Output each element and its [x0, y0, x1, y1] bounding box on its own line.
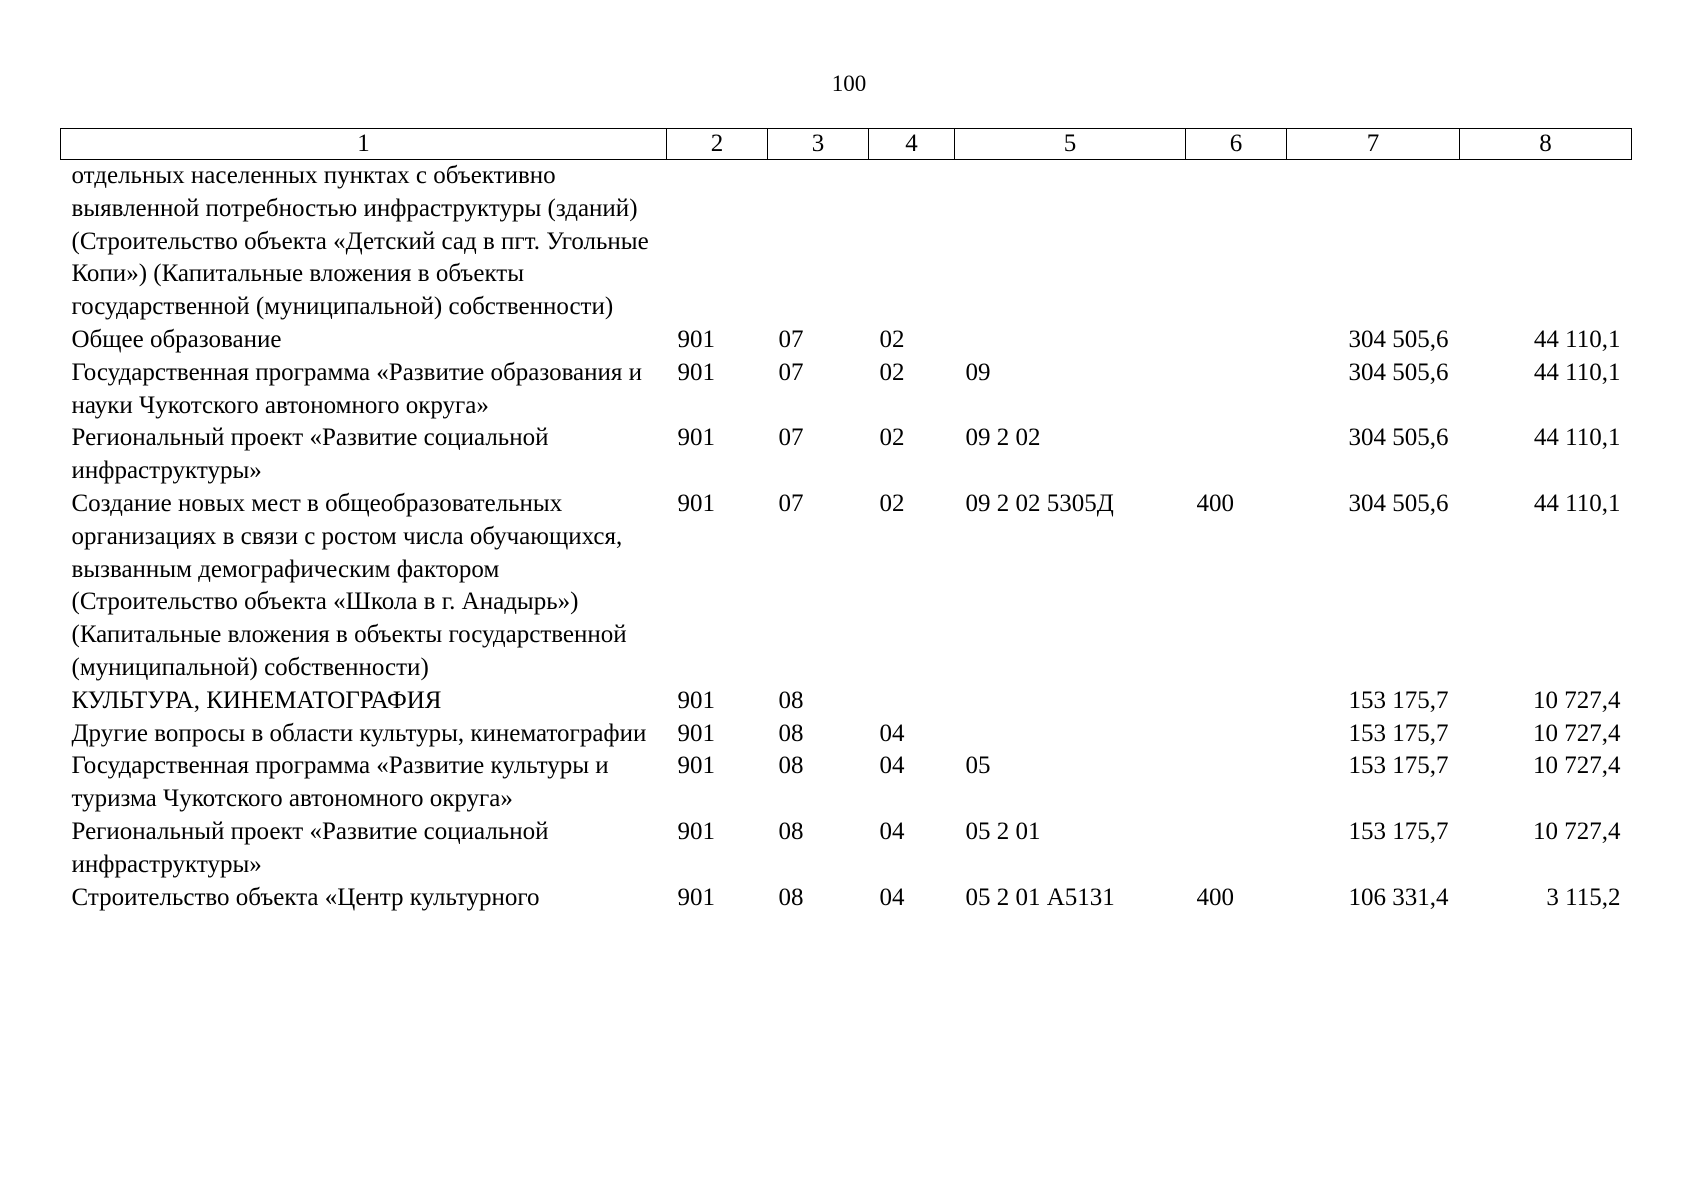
- expense-type-cell: 400: [1196, 883, 1234, 911]
- target-code-cell: [955, 685, 1186, 718]
- page-number: 100: [831, 71, 867, 96]
- subsection-code-cell: 04: [879, 883, 905, 911]
- admin-code-cell: 901: [677, 358, 715, 386]
- table-row: [61, 718, 1632, 751]
- section-code-cell: 07: [778, 489, 804, 517]
- expense-type-cell: 400: [1196, 489, 1234, 517]
- row-name-cell: КУЛЬТУРА, КИНЕМАТОГРАФИЯ: [71, 686, 442, 714]
- row-name-cell: Строительство объекта «Центр культурного: [71, 883, 540, 911]
- subsection-code-cell: 02: [879, 424, 905, 452]
- column-header-5: 5: [955, 129, 1186, 160]
- section-code-cell: 08: [778, 752, 804, 780]
- amount-col8-cell: 44 110,1: [1533, 424, 1621, 452]
- subsection-code-cell: 04: [879, 719, 905, 747]
- budget-table: [60, 128, 1632, 914]
- subsection-code-cell: [869, 160, 955, 324]
- expense-type-cell: [1186, 324, 1287, 357]
- section-code-cell: [768, 160, 869, 324]
- row-name-cell: Другие вопросы в области культуры, кинематографии: [71, 719, 647, 747]
- column-header-1: 1: [61, 129, 667, 160]
- target-code-cell: [955, 718, 1186, 751]
- section-code-cell: 08: [778, 883, 804, 911]
- target-code-cell: [955, 160, 1186, 324]
- admin-code-cell: [667, 160, 768, 324]
- row-name-cell: Общее образование: [71, 325, 282, 353]
- column-header-3: 3: [768, 129, 869, 160]
- expense-type-cell: [1186, 160, 1287, 324]
- row-name-cell: Региональный проект «Развитие социальной инфраструктуры»: [71, 817, 549, 878]
- row-name-cell: отдельных населенных пунктах с объективно выявленной потребностью инфраструктуры (зданий) (Строительство объекта «Детский сад в пгт. Угольные Копи») (Капитальные вложения в объекты государственной (муниципальной) собственности): [71, 162, 649, 321]
- row-name-cell: Региональный проект «Развитие социальной инфраструктуры»: [71, 424, 549, 485]
- subsection-code-cell: 02: [879, 489, 905, 517]
- admin-code-cell: 901: [677, 424, 715, 452]
- row-name-cell: Государственная программа «Развитие культуры и туризма Чукотского автономного округа»: [71, 752, 609, 813]
- amount-col8-cell: 10 727,4: [1533, 752, 1621, 780]
- amount-col8-cell: 10 727,4: [1533, 686, 1621, 714]
- table-row: [61, 685, 1632, 718]
- column-header-7: 7: [1287, 129, 1460, 160]
- target-code-cell: 09: [965, 358, 991, 386]
- expense-type-cell: [1186, 685, 1287, 718]
- column-header-2: 2: [667, 129, 768, 160]
- subsection-code-cell: 02: [879, 325, 905, 353]
- subsection-code-cell: 04: [879, 752, 905, 780]
- admin-code-cell: 901: [677, 752, 715, 780]
- amount-col7-cell: 304 505,6: [1348, 424, 1449, 452]
- section-code-cell: 08: [778, 686, 804, 714]
- amount-col8-cell: 44 110,1: [1533, 358, 1621, 386]
- amount-col8-cell: 44 110,1: [1533, 325, 1621, 353]
- amount-col7-cell: 153 175,7: [1348, 752, 1449, 780]
- table-row: [61, 324, 1632, 357]
- amount-col7-cell: 153 175,7: [1348, 719, 1449, 747]
- section-code-cell: 07: [778, 325, 804, 353]
- table-row: [61, 488, 1632, 685]
- amount-col7-cell: 153 175,7: [1348, 817, 1449, 845]
- target-code-cell: 05 2 01 А5131: [965, 883, 1115, 911]
- column-header-6: 6: [1186, 129, 1287, 160]
- expense-type-cell: [1186, 718, 1287, 751]
- subsection-code-cell: 04: [879, 817, 905, 845]
- amount-col7-cell: 304 505,6: [1348, 358, 1449, 386]
- target-code-cell: 05: [965, 752, 991, 780]
- amount-col7-cell: [1287, 160, 1460, 324]
- admin-code-cell: 901: [677, 719, 715, 747]
- subsection-code-cell: [869, 685, 955, 718]
- section-code-cell: 08: [778, 817, 804, 845]
- section-code-cell: 08: [778, 719, 804, 747]
- table-row: [61, 816, 1632, 882]
- subsection-code-cell: 02: [879, 358, 905, 386]
- table-header-row: [61, 129, 1632, 160]
- amount-col7-cell: 106 331,4: [1348, 883, 1449, 911]
- expense-type-cell: [1186, 357, 1287, 423]
- target-code-cell: 09 2 02: [965, 424, 1041, 452]
- table-row: [61, 422, 1632, 488]
- expense-type-cell: [1186, 816, 1287, 882]
- target-code-cell: [955, 324, 1186, 357]
- amount-col8-cell: 44 110,1: [1533, 489, 1621, 517]
- column-header-8: 8: [1460, 129, 1632, 160]
- expense-type-cell: [1186, 750, 1287, 816]
- amount-col7-cell: 304 505,6: [1348, 325, 1449, 353]
- table-row: [61, 357, 1632, 423]
- admin-code-cell: 901: [677, 489, 715, 517]
- admin-code-cell: 901: [677, 325, 715, 353]
- amount-col8-cell: 10 727,4: [1533, 719, 1621, 747]
- column-header-4: 4: [869, 129, 955, 160]
- row-name-cell: Государственная программа «Развитие образования и науки Чукотского автономного округа»: [71, 358, 643, 419]
- table-row: [61, 882, 1632, 915]
- section-code-cell: 07: [778, 424, 804, 452]
- section-code-cell: 07: [778, 358, 804, 386]
- target-code-cell: 09 2 02 5305Д: [965, 489, 1114, 517]
- admin-code-cell: 901: [677, 883, 715, 911]
- row-name-cell: Создание новых мест в общеобразовательных организациях в связи с ростом числа обучающихся, вызванным демографическим фактором (Строительство объекта «Школа в г. Анадырь») (Капитальные вложения в объекты государственной (муниципальной) собственности): [71, 489, 627, 681]
- table-row: [61, 160, 1632, 324]
- amount-col8-cell: 3 115,2: [1546, 883, 1621, 911]
- amount-col7-cell: 153 175,7: [1348, 686, 1449, 714]
- table-row: [61, 750, 1632, 816]
- amount-col7-cell: 304 505,6: [1348, 489, 1449, 517]
- admin-code-cell: 901: [677, 686, 715, 714]
- expense-type-cell: [1186, 422, 1287, 488]
- admin-code-cell: 901: [677, 817, 715, 845]
- target-code-cell: 05 2 01: [965, 817, 1041, 845]
- amount-col8-cell: 10 727,4: [1533, 817, 1621, 845]
- amount-col8-cell: [1460, 160, 1632, 324]
